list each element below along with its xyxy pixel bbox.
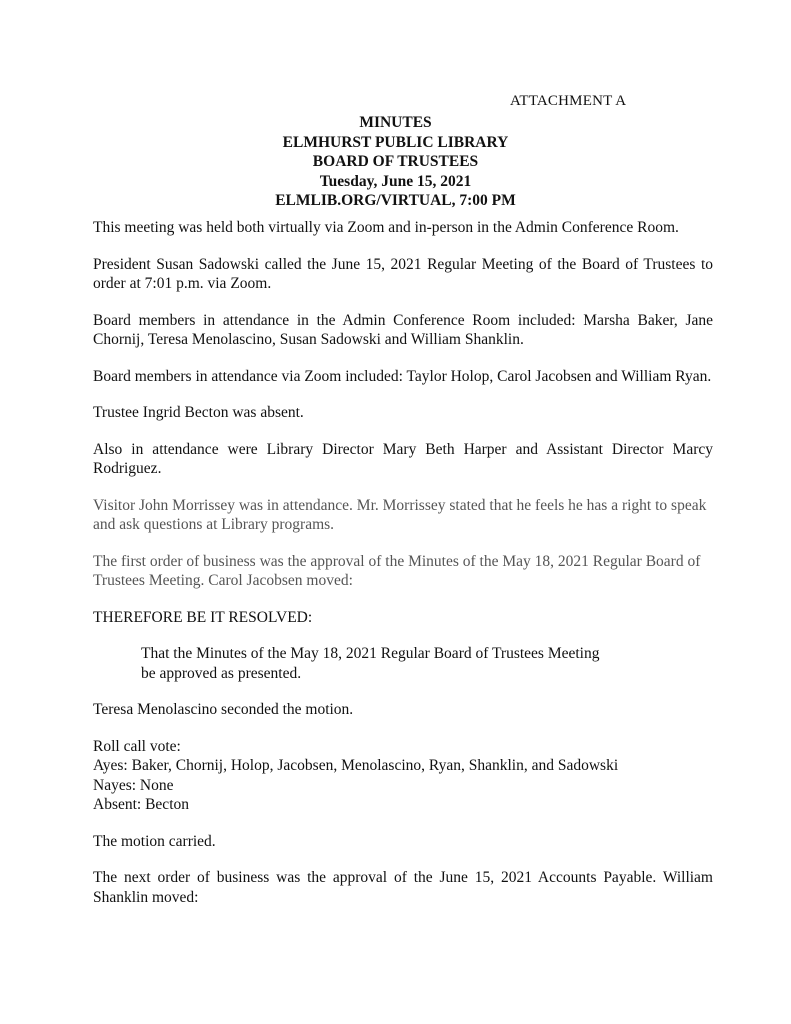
attachment-label: ATTACHMENT A [510, 93, 627, 109]
paragraph-meeting-format: This meeting was held both virtually via Zoom and in-person in the Admin Conference Room. [93, 219, 679, 236]
paragraph-resolved: THEREFORE BE IT RESOLVED: [93, 608, 313, 626]
paragraph-motion-carried: The motion carried. [93, 832, 216, 850]
header-date: Tuesday, June 15, 2021 [319, 172, 472, 190]
roll-call-vote [93, 737, 713, 815]
roll-call-title: Roll call vote: [93, 737, 181, 755]
roll-call-nayes: Nayes: None [93, 776, 174, 794]
paragraph-accounts-payable: The next order of business was the approval of the June 15, 2021 Accounts Payable. William Shanklin moved: [93, 869, 713, 906]
paragraph-in-person-attendance: Board members in attendance in the Admin Conference Room included: Marsha Baker, Jane Chornij, Teresa Menolascino, Susan Sadowski and William Shanklin. [93, 311, 713, 348]
paragraph-also-attending: Also in attendance were Library Director Mary Beth Harper and Assistant Director Marcy Rodriguez. [93, 440, 713, 477]
paragraph-minutes-approval: The first order of business was the approval of the Minutes of the May 18, 2021 Regular Board of Trustees Meeting. Carol Jacobsen moved: [93, 552, 701, 589]
paragraph-seconded: Teresa Menolascino seconded the motion. [93, 701, 354, 718]
roll-call-ayes: Ayes: Baker, Chornij, Holop, Jacobsen, Menolascino, Ryan, Shanklin, and Sadowski [93, 757, 619, 774]
resolution-line-2: be approved as presented. [141, 664, 302, 682]
roll-call-absent: Absent: Becton [93, 796, 189, 813]
document-header [0, 113, 791, 211]
header-minutes: MINUTES [359, 114, 432, 131]
header-location-time: ELMLIB.ORG/VIRTUAL, 7:00 PM [275, 192, 516, 209]
paragraph-zoom-attendance: Board members in attendance via Zoom included: Taylor Holop, Carol Jacobsen and William Ryan. [93, 367, 712, 385]
header-board-name: BOARD OF TRUSTEES [312, 153, 479, 170]
resolution-text [141, 644, 713, 683]
header-library-name: ELMHURST PUBLIC LIBRARY [282, 133, 509, 151]
paragraph-visitor: Visitor John Morrissey was in attendance. Mr. Morrissey stated that he feels he has a right to speak and ask questions at Library programs. [93, 496, 707, 533]
document-body [93, 218, 713, 924]
paragraph-call-to-order: President Susan Sadowski called the June 15, 2021 Regular Meeting of the Board of Trustees to order at 7:01 p.m. via Zoom. [93, 255, 713, 292]
paragraph-absent: Trustee Ingrid Becton was absent. [93, 404, 304, 421]
resolution-line-1: That the Minutes of the May 18, 2021 Regular Board of Trustees Meeting [141, 645, 600, 662]
